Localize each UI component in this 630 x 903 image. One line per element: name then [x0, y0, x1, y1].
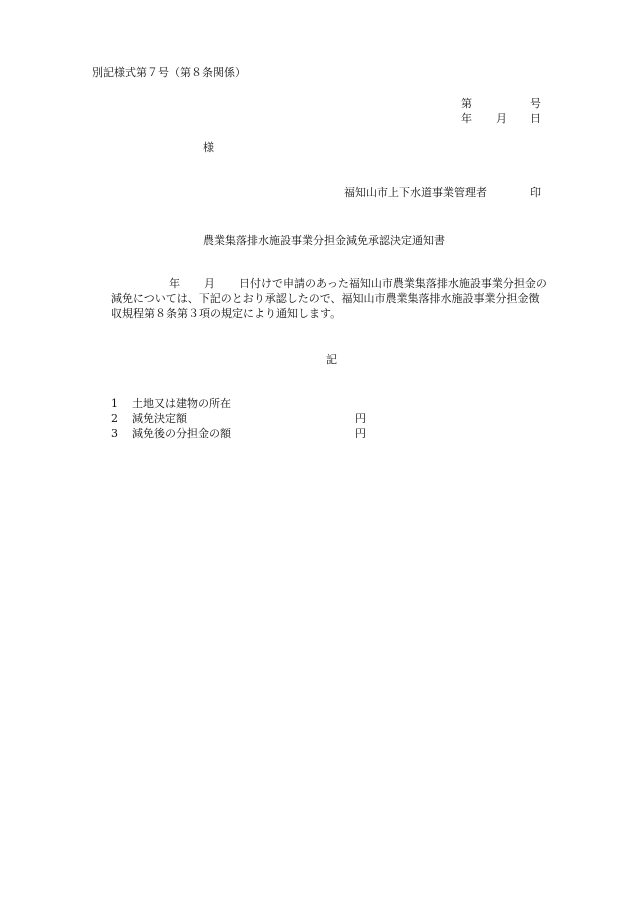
item-label: 減免後の分担金の額 — [132, 427, 231, 440]
number-prefix: 第 — [461, 97, 472, 110]
body-month-label: 月 — [204, 277, 215, 290]
body-year-label: 年 — [169, 277, 180, 290]
item-label: 減免決定額 — [132, 412, 187, 425]
item-label: 土地又は建物の所在 — [132, 397, 231, 410]
item-unit: 円 — [355, 427, 366, 440]
date-year-label: 年 — [461, 112, 472, 125]
addressee-honorific: 様 — [203, 141, 214, 154]
body-line-3: 収規程第８条第３項の規定により通知します。 — [111, 307, 342, 320]
date-day-label: 日 — [530, 112, 541, 125]
document-title: 農業集落排水施設事業分担金減免承認決定通知書 — [203, 234, 445, 247]
number-suffix: 号 — [530, 97, 541, 110]
seal-mark: 印 — [530, 186, 541, 199]
date-month-label: 月 — [496, 112, 507, 125]
body-line-1: 日付けで申請のあった福知山市農業集落排水施設事業分担金の — [239, 277, 547, 290]
ki-heading: 記 — [326, 353, 337, 366]
item-unit: 円 — [355, 412, 366, 425]
body-line-2: 減免については、下記のとおり承認したので、福知山市農業集落排水施設事業分担金徴 — [111, 292, 540, 305]
item-number: 1 — [111, 397, 118, 410]
item-number: 3 — [111, 427, 118, 440]
item-number: 2 — [111, 412, 118, 425]
sender-name: 福知山市上下水道事業管理者 — [344, 186, 487, 199]
form-label: 別記様式第７号（第８条関係） — [92, 66, 246, 79]
